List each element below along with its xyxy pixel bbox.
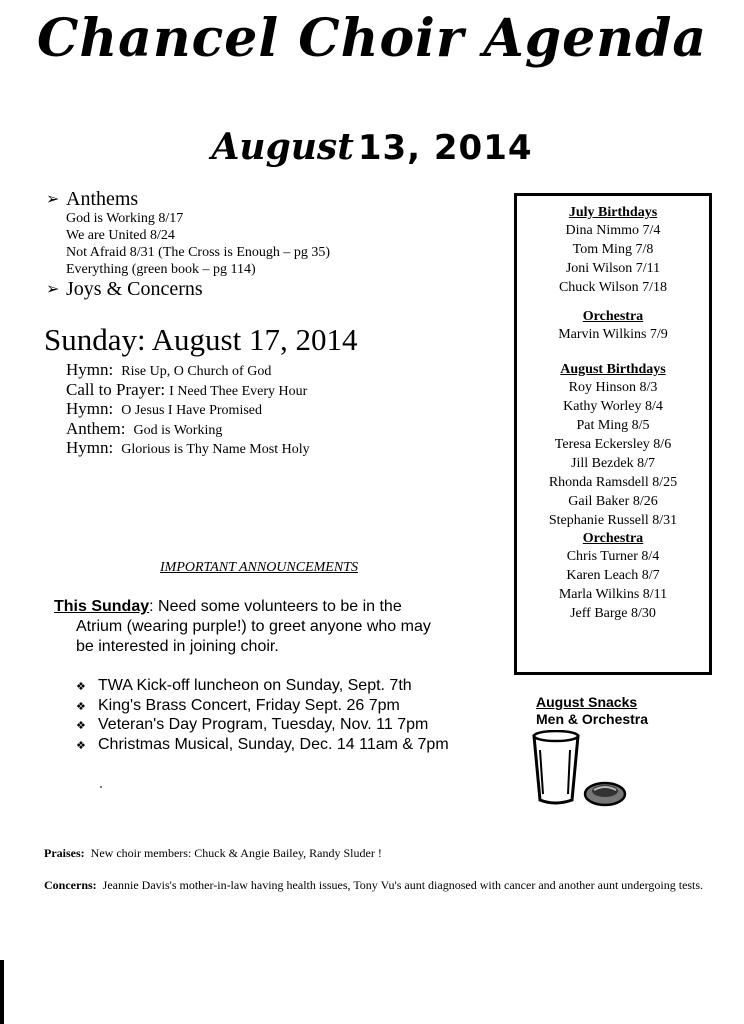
sunday-heading: Sunday: August 17, 2014 [44,322,358,357]
concerns-text: Jeannie Davis's mother-in-law having health issues, Tony Vu's aunt diagnosed with cancer and another aunt undergoing tests. [102,878,704,892]
service-row: Hymn: O Jesus I Have Promised [66,399,262,418]
service-row: Hymn: Glorious is Thy Name Most Holy [66,438,310,457]
birthday-entry: Stephanie Russell 8/31 [548,513,678,528]
july-orchestra-birthdays [517,308,709,344]
diamond-bullet-icon: ❖ [76,738,86,752]
birthday-entry: Dina Nimmo 7/4 [565,223,661,238]
birthday-entry: Karen Leach 8/7 [566,568,660,583]
agenda-heading-anthems: ➢ Anthems [46,188,139,210]
july-birthdays-heading: July Birthdays [568,205,658,220]
service-row: Anthem: God is Working [66,418,223,438]
birthday-entry: Rhonda Ramsdell 8/25 [548,475,678,490]
concerns-label: Concerns: [44,878,97,892]
event-item: ❖ TWA Kick-off luncheon on Sunday, Sept. 7th [76,676,506,696]
anthem-item: We are United 8/24 [66,228,175,243]
birthday-entry: Marvin Wilkins 7/9 [558,327,668,342]
birthday-entry: Jeff Barge 8/30 [570,606,656,621]
snacks-who: Men & Orchestra [536,711,649,727]
meeting-date [0,126,744,168]
diamond-bullet-icon: ❖ [76,699,86,713]
announcements-heading: IMPORTANT ANNOUNCEMENTS [160,560,358,575]
birthday-entry: Roy Hinson 8/3 [568,380,658,395]
birthday-entry: Gail Baker 8/26 [568,494,658,509]
birthday-entry: Teresa Eckersley 8/6 [554,437,672,452]
birthday-entry: Pat Ming 8/5 [576,418,650,433]
date-day-year: 13, 2014 [357,128,533,168]
birthday-entry: Jill Bezdek 8/7 [571,456,655,471]
page-title: Chancel Choir Agenda [36,8,708,69]
orchestra-heading: Orchestra [582,531,644,546]
diamond-bullet-icon: ❖ [76,680,86,693]
arrow-bullet-icon: ➢ [46,279,60,298]
snacks-note [536,694,648,728]
this-sunday-announcement: This Sunday: Need some volunteers to be in the Atrium (wearing purple!) to greet anyone who may be interested in joining choir. [54,598,431,655]
service-order [66,360,486,458]
anthem-item: God is Working 8/17 [66,211,184,226]
date-month: August [211,126,354,168]
july-birthdays [517,204,709,297]
event-item: ❖ Christmas Musical, Sunday, Dec. 14 11am & 7pm [76,735,506,755]
birthday-entry: Chuck Wilson 7/18 [558,280,668,295]
praises-line [44,846,382,861]
arrow-bullet-icon: ➢ [46,189,60,208]
anthem-item: Not Afraid 8/31 (The Cross is Enough – pg 35) [66,245,331,260]
birthday-entry: Kathy Worley 8/4 [563,399,663,414]
praises-label: Praises: [44,846,85,860]
scan-speck [100,786,102,788]
birthdays-box [514,193,712,675]
praises-text: New choir members: Chuck & Angie Bailey, Randy Sluder ! [90,846,382,860]
agenda-list [46,188,486,300]
service-row: Call to Prayer: I Need Thee Every Hour [66,379,308,399]
snacks-heading: August Snacks [536,694,638,710]
august-birthdays-heading: August Birthdays [560,362,666,377]
milk-and-cookie-icon [528,730,638,815]
anthem-item: Everything (green book – pg 114) [66,262,256,277]
this-sunday-label: This Sunday [54,598,150,615]
event-item: ❖ King's Brass Concert, Friday Sept. 26 7pm [76,696,506,716]
orchestra-heading: Orchestra [582,309,644,324]
august-orchestra-birthdays [517,530,709,623]
events-list [76,676,506,754]
diamond-bullet-icon: ❖ [76,719,86,732]
concerns-line [44,878,724,892]
service-row: Hymn: Rise Up, O Church of God [66,360,272,379]
birthday-entry: Chris Turner 8/4 [566,549,660,564]
event-item: ❖ Veteran's Day Program, Tuesday, Nov. 11 7pm [76,715,506,735]
birthday-entry: Tom Ming 7/8 [572,242,654,257]
birthday-entry: Joni Wilson 7/11 [565,261,661,276]
birthday-entry: Marla Wilkins 8/11 [558,587,668,602]
agenda-heading-joys-concerns: ➢ Joys & Concerns [46,278,203,300]
scan-edge-mark [0,960,4,1024]
august-birthdays [517,361,709,530]
